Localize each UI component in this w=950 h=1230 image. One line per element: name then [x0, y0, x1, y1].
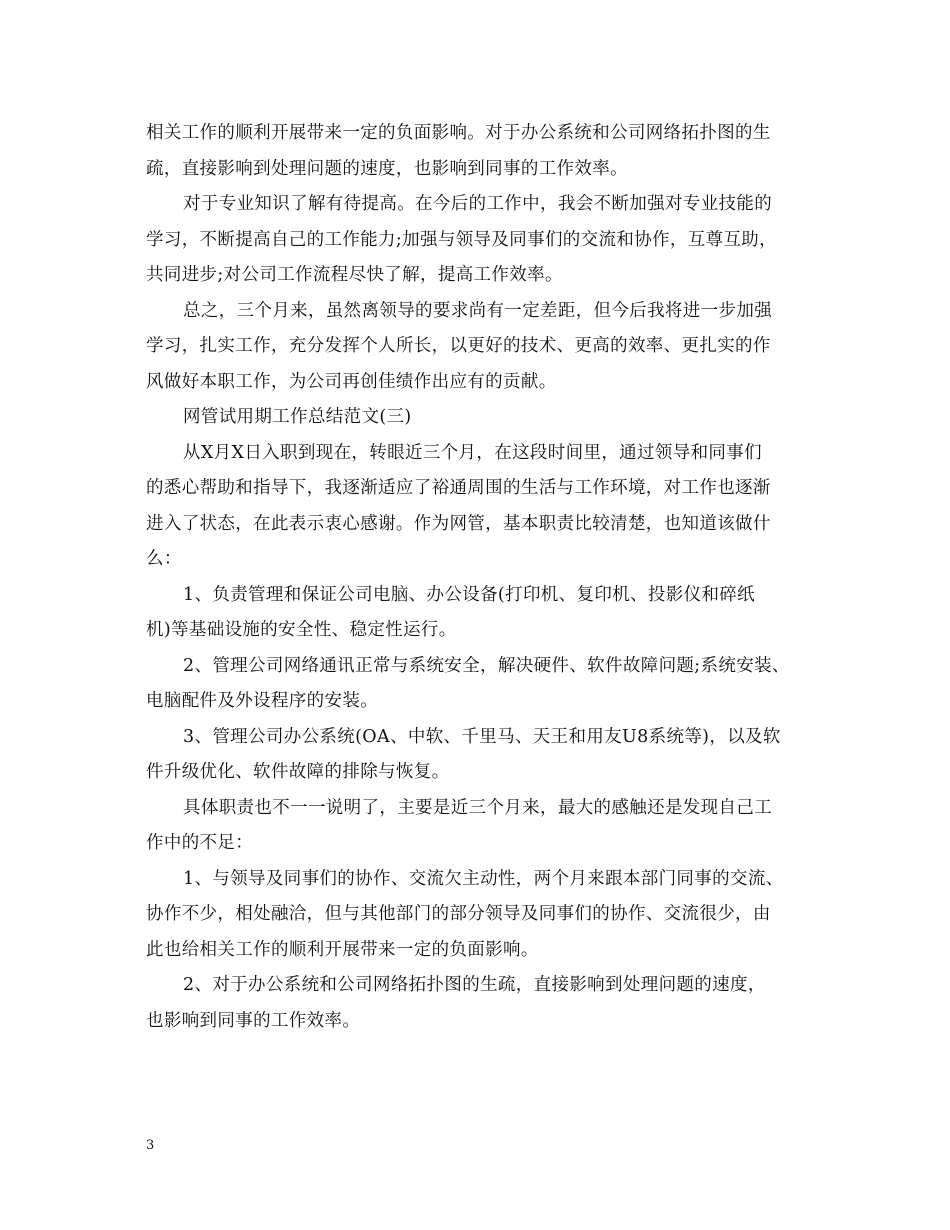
document-body: [146, 116, 818, 1039]
text-line: 共同进步;对公司工作流程尽快了解，提高工作效率。: [146, 265, 563, 285]
text-line: 作中的不足：: [146, 833, 254, 853]
list-item-line: 1、负责管理和保证公司电脑、办公设备(打印机、复印机、投影仪和碎纸: [183, 584, 756, 605]
text-line: 风做好本职工作，为公司再创佳绩作出应有的贡献。: [146, 371, 557, 392]
section-heading: 网管试用期工作总结范文(三): [183, 407, 412, 427]
paragraph-start-line: 对于专业知识了解有待提高。在今后的工作中，我会不断加强对专业技能的: [183, 194, 773, 214]
paragraph-start-line: 总之，三个月来，虽然离领导的要求尚有一定差距，但今后我将进一步加强: [183, 300, 773, 321]
text-line: 电脑配件及外设程序的安装。: [146, 691, 379, 711]
list-item-line: 2、管理公司网络通讯正常与系统安全，解决硬件、软件故障问题;系统安装、: [183, 655, 790, 676]
list-item-line: 1、与领导及同事们的协作、交流欠主动性，两个月来跟本部门同事的交流、: [183, 868, 784, 889]
paragraph-start-line: 从X月X日入职到现在，转眼近三个月，在这段时间里，通过领导和同事们: [183, 442, 762, 463]
paragraph-start-line: 具体职责也不一一说明了，主要是近三个月来，最大的感触还是发现自己工: [183, 797, 773, 818]
page-number: 3: [146, 1138, 155, 1153]
text-line: 学习，扎实工作，充分发挥个人所长，以更好的技术、更高的效率、更扎实的作: [146, 336, 771, 356]
text-line: 相关工作的顺利开展带来一定的负面影响。对于办公系统和公司网络拓扑图的生: [146, 123, 771, 143]
text-line: 学习，不断提高自己的工作能力;加强与领导及同事们的交流和协作，互尊互助，: [146, 229, 777, 250]
list-item-line: 2、对于办公系统和公司网络拓扑图的生疏，直接影响到处理问题的速度，: [183, 975, 766, 995]
text-line: 疏，直接影响到处理问题的速度，也影响到同事的工作效率。: [146, 158, 628, 179]
text-line: 的悉心帮助和指导下，我逐渐适应了裕通周围的生活与工作环境，对工作也逐渐: [146, 478, 771, 498]
text-line: 也影响到同事的工作效率。: [146, 1010, 361, 1031]
text-line: 进入了状态，在此表示衷心感谢。作为网管，基本职责比较清楚，也知道该做什: [146, 513, 771, 534]
list-item-line: 3、管理公司办公系统(OA、中软、千里马、天王和用友U8系统等)，以及软: [183, 726, 781, 747]
text-line: 件升级优化、软件故障的排除与恢复。: [146, 762, 450, 782]
text-line: 机)等基础设施的安全性、稳定性运行。: [146, 620, 457, 640]
text-line: 协作不少，相处融洽，但与其他部门的部分领导及同事们的协作、交流很少，由: [146, 904, 771, 924]
text-line: 此也给相关工作的顺利开展带来一定的负面影响。: [146, 939, 539, 960]
text-line: 么：: [146, 549, 182, 569]
